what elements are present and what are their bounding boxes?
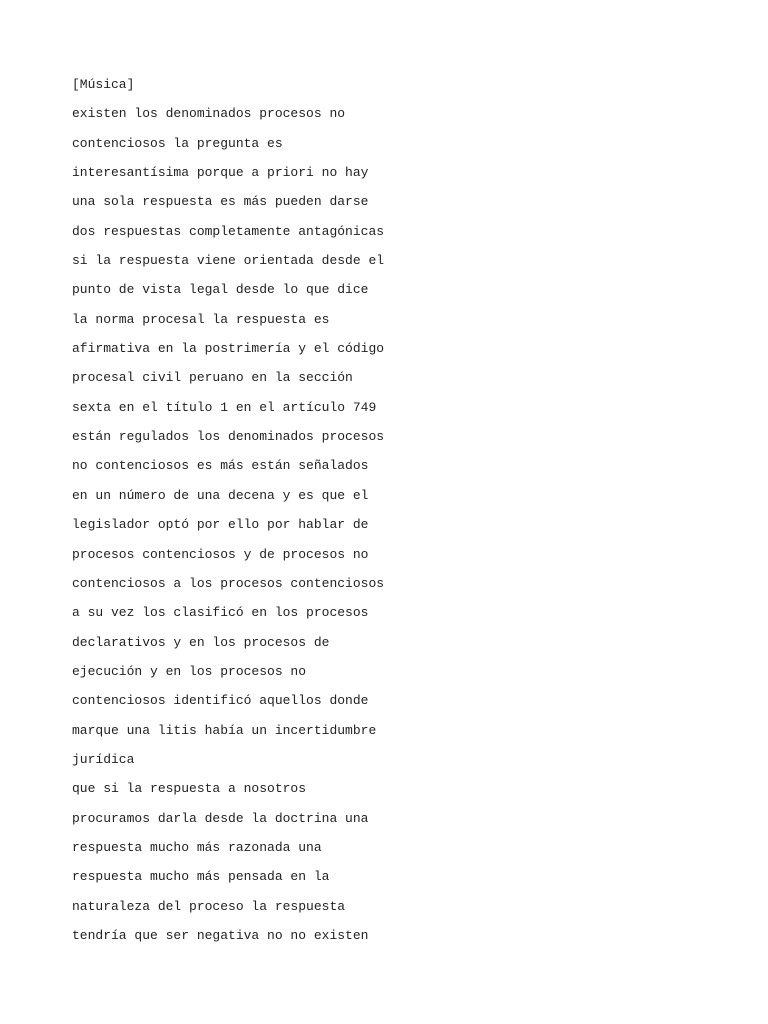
transcript-line: existen los denominados procesos no	[72, 106, 346, 122]
transcript-line: en un número de una decena y es que el	[72, 487, 369, 503]
transcript-line: procesal civil peruano en la sección	[72, 370, 353, 386]
transcript-line: ejecución y en los procesos no	[72, 663, 307, 679]
transcript-line: [Música]	[72, 77, 135, 92]
transcript-line: respuesta mucho más razonada una	[72, 839, 322, 855]
transcript-line: afirmativa en la postrimería y el código	[72, 341, 385, 357]
transcript-line: contenciosos la pregunta es	[72, 135, 283, 151]
transcript-line: contenciosos a los procesos contenciosos	[72, 575, 385, 591]
transcript-line: contenciosos identificó aquellos donde	[72, 693, 369, 709]
transcript-line: a su vez los clasificó en los procesos	[72, 605, 369, 621]
transcript-line: naturaleza del proceso la respuesta	[72, 898, 346, 914]
transcript-line: dos respuestas completamente antagónicas	[72, 223, 385, 239]
transcript-line: punto de vista legal desde lo que dice	[72, 282, 369, 298]
transcript-line: interesantísima porque a priori no hay	[72, 165, 369, 181]
transcript-line: no contenciosos es más están señalados	[72, 458, 369, 474]
transcript-line: respuesta mucho más pensada en la	[72, 869, 330, 885]
transcript-line: la norma procesal la respuesta es	[72, 311, 330, 327]
transcript-line: sexta en el título 1 en el artículo 749	[72, 399, 377, 415]
transcript-line: que si la respuesta a nosotros	[72, 781, 307, 797]
transcript-line: están regulados los denominados procesos	[72, 429, 385, 445]
transcript-line: si la respuesta viene orientada desde el	[72, 253, 385, 269]
transcript-line: legislador optó por ello por hablar de	[72, 517, 369, 533]
transcript-line: declarativos y en los procesos de	[72, 634, 330, 650]
transcript-line: marque una litis había un incertidumbre	[72, 722, 377, 738]
transcript-line: jurídica	[72, 751, 135, 767]
transcript-line: procuramos darla desde la doctrina una	[72, 810, 369, 826]
transcript-line: una sola respuesta es más pueden darse	[72, 194, 369, 210]
transcript-line: procesos contenciosos y de procesos no	[72, 546, 369, 562]
transcript-line: tendría que ser negativa no no existen	[72, 927, 369, 943]
transcript-text-block	[72, 70, 712, 950]
